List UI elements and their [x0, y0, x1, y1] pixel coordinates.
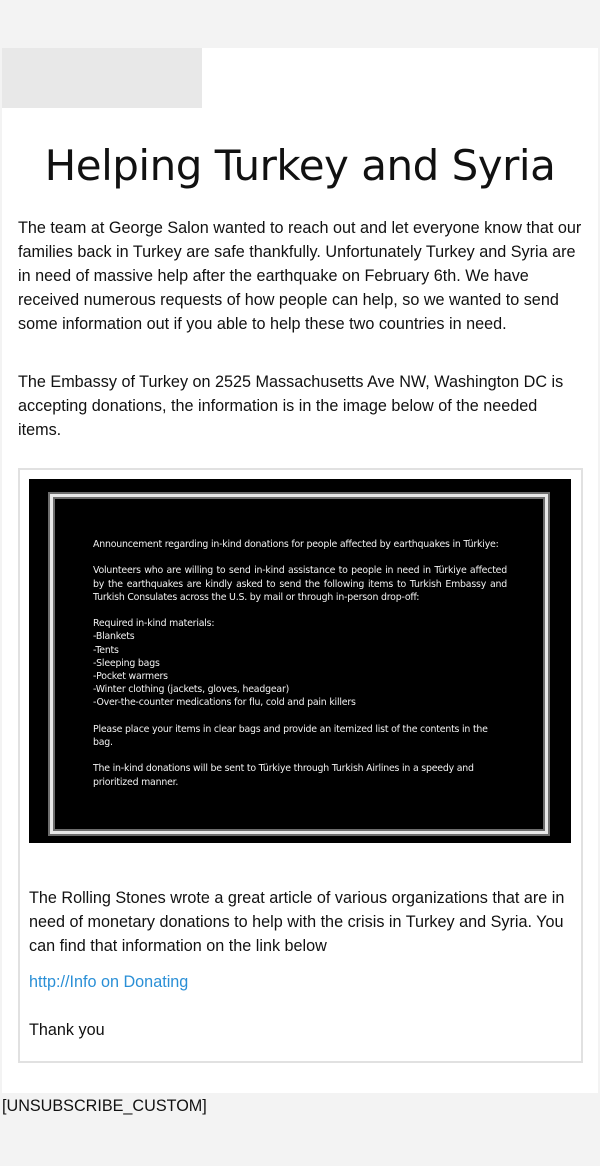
email-title: Helping Turkey and Syria: [44, 141, 556, 190]
email-card: [2, 48, 598, 1093]
content-box: [18, 468, 583, 1063]
flyer-item: -Tents: [93, 644, 119, 656]
signoff-text: Thank you: [29, 1021, 105, 1039]
flyer-instructions: Please place your items in clear bags and provide an itemized list of the contents in the bag.: [93, 723, 488, 748]
donating-info-link[interactable]: http://Info on Donating: [29, 973, 189, 991]
unsubscribe-placeholder[interactable]: [UNSUBSCRIBE_CUSTOM]: [2, 1097, 207, 1115]
flyer-item: -Sleeping bags: [93, 657, 160, 669]
flyer-volunteers: Volunteers who are willing to send in-kind assistance to people in need in Türkiye affected by the earthquakes are kindly asked to send the following items to Turkish Embassy and Turkish Consulates across the U.S. by mail or through in-person drop-off:: [93, 565, 507, 603]
flyer-item: -Blankets: [93, 631, 135, 643]
intro-paragraph: The team at George Salon wanted to reach out and let everyone know that our families back in Turkey are safe thankfully. Unfortunately Turkey and Syria are in need of massive help after the earthquake on February 6th. We have received numerous requests of how people can help, so we wanted to send some information out if you able to help these two countries in need.: [18, 219, 582, 333]
flyer-required-label: Required in-kind materials:: [93, 618, 215, 630]
embassy-paragraph: The Embassy of Turkey on 2525 Massachusetts Ave NW, Washington DC is accepting donations, the information is in the image below of the needed items.: [18, 373, 564, 439]
donation-flyer-image: [29, 479, 571, 843]
flyer-item: -Over-the-counter medications for flu, cold and pain killers: [93, 697, 356, 709]
logo-placeholder: [2, 48, 202, 108]
flyer-heading: Announcement regarding in-kind donations for people affected by earthquakes in Türkiye:: [93, 539, 499, 550]
rolling-stones-paragraph: The Rolling Stones wrote a great article of various organizations that are in need of monetary donations to help with the crisis in Turkey and Syria. You can find that information on the link below: [29, 889, 565, 955]
flyer-shipping: The in-kind donations will be sent to Türkiye through Turkish Airlines in a speedy and prioritized manner.: [93, 763, 474, 788]
flyer-item: -Pocket warmers: [93, 671, 168, 682]
flyer-text: [93, 538, 507, 789]
flyer-item: -Winter clothing (jackets, gloves, headgear): [93, 684, 290, 696]
